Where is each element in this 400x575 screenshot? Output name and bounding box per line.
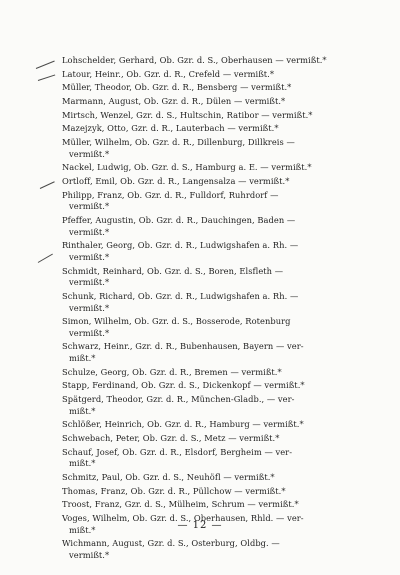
entry-text: Schmidt, Reinhard, Ob. Gzr. d. S., Boren, Elsfleth — (62, 265, 284, 276)
entry-continuation: vermißt.* (69, 201, 110, 212)
entry-text: Müller, Wilhelm, Ob. Gzr. d. R., Dillenburg, Dillkreis — (62, 137, 295, 148)
page-number: — 12 — (177, 520, 223, 531)
list-item (62, 499, 362, 511)
entry-text: Voges, Wilhelm, Ob. Gzr. d. S., Oberhausen, Rhld. — ver- (62, 513, 304, 524)
entry-text: Spätgerd, Theodor, Gzr. d. R., München-Gladb., — ver- (62, 394, 295, 405)
entry-text: Nackel, Ludwig, Ob. Gzr. d. S., Hamburg a. E. — vermißt.* (62, 162, 312, 173)
entry-text: Simon, Wilhelm, Ob. Gzr. d. S., Bosserode, Rotenburg (62, 316, 291, 327)
entry-continuation: mißt.* (69, 353, 96, 364)
list-item (62, 96, 362, 108)
entry-text: Schauf, Josef, Ob. Gzr. d. R., Elsdorf, Bergheim — ver- (62, 446, 293, 457)
entry-continuation: mißt.* (69, 458, 96, 469)
list-item (62, 538, 362, 561)
entry-text: Rinthaler, Georg, Ob. Gzr. d. R., Ludwigshafen a. Rh. — (62, 240, 299, 251)
list-item (62, 486, 362, 498)
list-item (62, 123, 362, 135)
entry-text: Ortloff, Emil, Ob. Gzr. d. R., Langensalza — vermißt.* (62, 176, 290, 187)
entry-continuation: vermißt.* (69, 251, 110, 262)
entry-text: Schulze, Georg, Ob. Gzr. d. R., Bremen — vermißt.* (62, 366, 282, 377)
list-item (62, 367, 362, 379)
list-item (62, 190, 362, 213)
entry-continuation: mißt.* (69, 405, 96, 416)
entry-text: Stapp, Ferdinand, Ob. Gzr. d. S., Dickenkopf — vermißt.* (62, 380, 305, 391)
entry-text: Lohschelder, Gerhard, Ob. Gzr. d. S., Oberhausen — vermißt.* (62, 55, 327, 65)
entry-continuation: vermißt.* (69, 550, 110, 560)
entry-list (62, 55, 362, 564)
entry-continuation: vermißt.* (69, 302, 110, 313)
list-item (62, 433, 362, 445)
entry-text: Marmann, August, Ob. Gzr. d. R., Dülen — vermißt.* (62, 96, 286, 107)
entry-text: Thomas, Franz, Ob. Gzr. d. R., Püllchow — vermißt.* (62, 485, 286, 496)
list-item (62, 341, 362, 364)
pencil-mark (36, 61, 55, 69)
entry-text: Schwebach, Peter, Ob. Gzr. d. S., Metz — vermißt.* (62, 433, 280, 444)
entry-text: Mirtsch, Wenzel, Gzr. d. S., Hultschin, Ratibor — vermißt.* (62, 109, 313, 120)
list-item (62, 394, 362, 417)
list-item (62, 82, 362, 94)
entry-text: Schmitz, Paul, Ob. Gzr. d. S., Neuhöfl — vermißt.* (62, 472, 275, 483)
list-item (62, 110, 362, 122)
pencil-mark (40, 181, 55, 189)
entry-continuation: vermißt.* (69, 148, 110, 159)
entry-continuation: mißt.* (69, 524, 96, 535)
entry-continuation: vermißt.* (69, 226, 110, 237)
list-item (62, 447, 362, 470)
list-item (62, 472, 362, 484)
list-item (62, 176, 362, 188)
pencil-mark (38, 74, 55, 81)
list-item (62, 291, 362, 314)
list-item (62, 55, 362, 67)
list-item (62, 215, 362, 238)
entry-text: Troost, Franz, Gzr. d. S., Mülheim, Schrum — vermißt.* (62, 499, 299, 510)
entry-text: Pfeffer, Augustin, Ob. Gzr. d. R., Dauchingen, Baden — (62, 215, 296, 226)
entry-text: Müller, Theodor, Ob. Gzr. d. R., Bensberg — vermißt.* (62, 82, 292, 93)
list-item (62, 266, 362, 289)
entry-text: Schwarz, Heinr., Gzr. d. R., Bubenhausen, Bayern — ver- (62, 341, 304, 352)
entry-text: Latour, Heinr., Ob. Gzr. d. R., Crefeld — vermißt.* (62, 68, 275, 79)
entry-continuation: vermißt.* (69, 327, 110, 338)
entry-text: Philipp, Franz, Ob. Gzr. d. R., Fulldorf, Ruhrdorf — (62, 189, 279, 200)
entry-text: Schlößer, Heinrich, Ob. Gzr. d. R., Hamburg — vermißt.* (62, 419, 304, 430)
entry-text: Mazejzyk, Otto, Gzr. d. R., Lauterbach — vermißt.* (62, 123, 279, 134)
list-item (62, 419, 362, 431)
list-item (62, 137, 362, 160)
list-item (62, 240, 362, 263)
list-item (62, 69, 362, 81)
pencil-mark (38, 254, 53, 263)
entry-continuation: vermißt.* (69, 277, 110, 288)
entry-text: Wichmann, August, Gzr. d. S., Osterburg, Oldbg. — (62, 538, 280, 549)
list-item (62, 162, 362, 174)
list-item (62, 380, 362, 392)
list-item (62, 316, 362, 339)
entry-text: Schunk, Richard, Ob. Gzr. d. R., Ludwigshafen a. Rh. — (62, 290, 299, 301)
